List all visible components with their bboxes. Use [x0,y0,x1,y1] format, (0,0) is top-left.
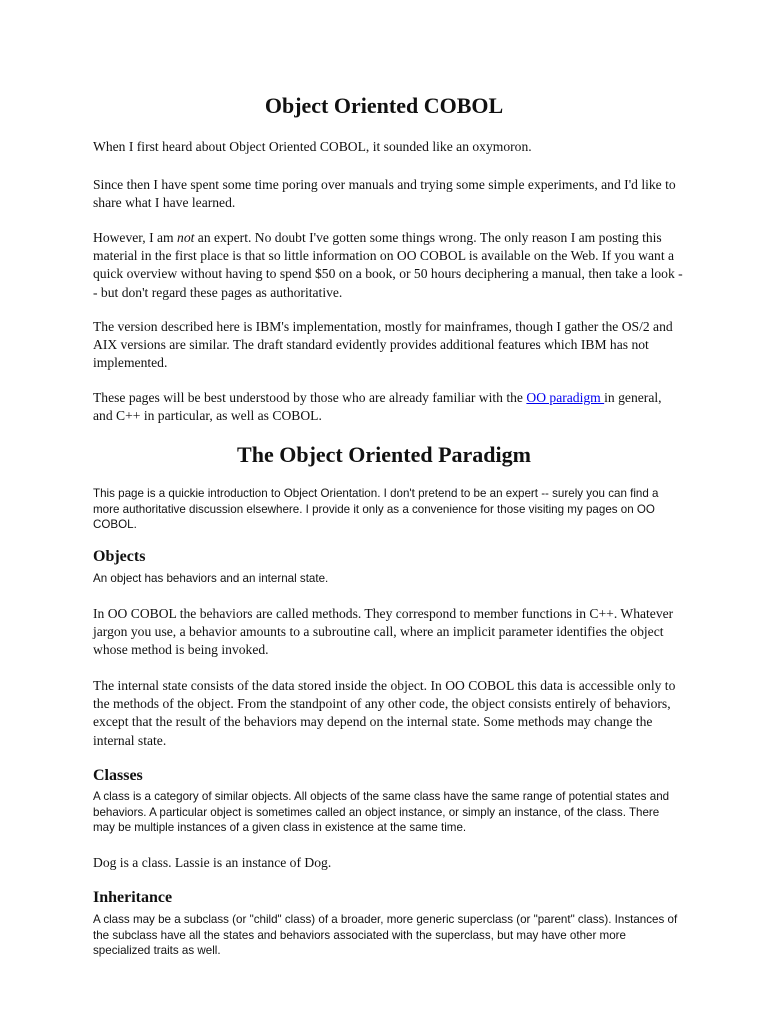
intro-paragraph-5-end: in general, and C++ in particular, as well as COBOL. [93,390,662,424]
emphasis-not: not [177,230,195,245]
intro-paragraph-5 [93,389,683,425]
paradigm-title: The Object Oriented Paradigm [237,442,531,467]
objects-paragraph-2: In OO COBOL the behaviors are called methods. They correspond to member functions in C++. Whatever jargon you use, a behavior amounts to a subroutine call, where an implicit parameter identifies the object whose method is being invoked. [93,606,674,658]
objects-heading: Objects [93,548,146,565]
intro-paragraph-1: When I first heard about Object Oriented COBOL, it sounded like an oxymoron. [93,139,532,154]
paradigm-intro: This page is a quickie introduction to Object Orientation. I don't pretend to be an expert -- surely you can find a more authoritative discussion elsewhere. I provide it only as a convenience for those visiting my pages on OO COBOL. [93,487,659,532]
classes-heading: Classes [93,767,143,784]
classes-paragraph-2: Dog is a class. Lassie is an instance of Dog. [93,855,332,870]
inheritance-heading: Inheritance [93,889,173,906]
classes-paragraph-1: A class is a category of similar objects. All objects of the same class have the same range of potential states and behaviors. A particular object is sometimes called an object instance, or simply an instance, of the class. There may be multiple instances of a given class in existence at the same time. [93,790,670,835]
objects-paragraph-1: An object has behaviors and an internal state. [93,572,329,585]
page-title: Object Oriented COBOL [264,93,504,118]
intro-paragraph-5-start: These pages will be best understood by those who are already familiar with the [93,390,527,405]
objects-paragraph-3: The internal state consists of the data stored inside the object. In OO COBOL this data is accessible only to the methods of the object. From the standpoint of any other code, the object consists entirely of behaviors, except that the result of the behaviors may depend on the internal state. Some methods may change the internal state. [93,678,676,748]
intro-paragraph-4: The version described here is IBM's implementation, mostly for mainframes, though I gather the OS/2 and AIX versions are similar. The draft standard evidently provides additional features which IBM has not implemented. [93,319,673,371]
inheritance-paragraph-1: A class may be a subclass (or "child" class) of a broader, more generic superclass (or "parent" class). Instances of the subclass have all the states and behaviors associated with the superclass, but may have other more specialized traits as well. [93,913,678,958]
oo-paradigm-link[interactable]: OO paradigm [526,390,605,405]
intro-paragraph-2: Since then I have spent some time poring over manuals and trying some simple experiments, and I'd like to share what I have learned. [93,177,676,211]
intro-paragraph-3 [93,229,683,302]
intro-paragraph-3-rest: an expert. No doubt I've gotten some things wrong. The only reason I am posting this material in the first place is that so little information on OO COBOL is available on the Web. If you want a quick overview without having to spend $50 on a book, or 50 hours deciphering a manual, then take a look -- but don't regard these pages as authoritative. [93,230,683,300]
intro-paragraph-3-start: However, I am [93,230,178,245]
